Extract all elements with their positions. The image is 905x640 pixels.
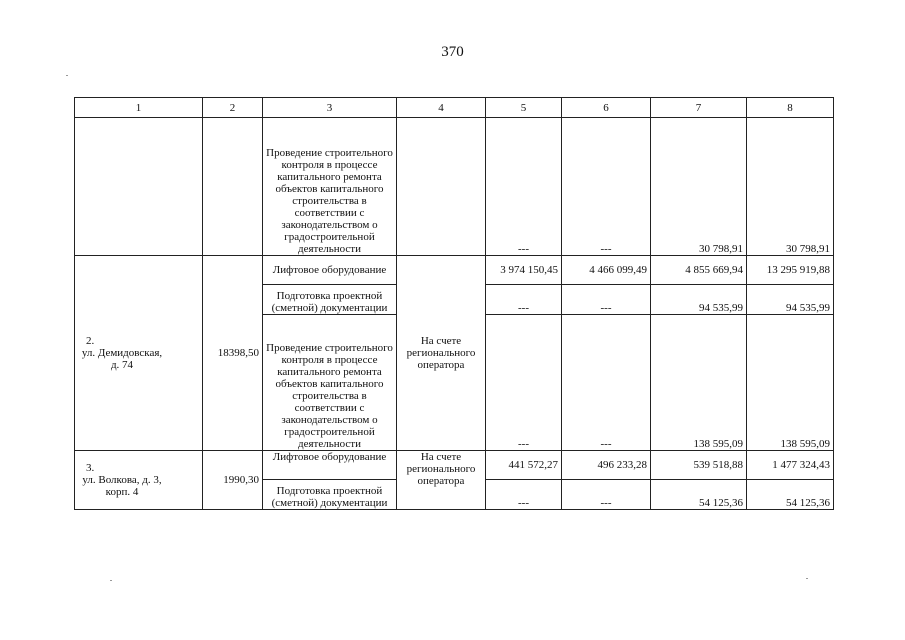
cost-cell: --- [486,118,562,256]
table-row [75,256,834,285]
funding-cell: На счете регионального оператора [397,256,486,451]
cost-cell: 138 595,09 [747,315,834,451]
object-address: ул. Волкова, д. 3, корп. 4 [82,474,162,499]
table-row [75,118,834,256]
work-type-cell: Лифтовое оборудование [263,451,397,480]
scan-speck [110,580,112,581]
cost-cell: --- [562,480,651,510]
column-header: 2 [203,98,263,118]
cost-cell: 496 233,28 [562,451,651,480]
cost-cell: 94 535,99 [747,285,834,315]
area-cell: 18398,50 [203,256,263,451]
column-header: 5 [486,98,562,118]
table-header-row [75,98,834,118]
address-cell [75,451,203,510]
column-header: 1 [75,98,203,118]
area-cell: 1990,30 [203,451,263,510]
cost-cell: --- [562,315,651,451]
cost-cell: --- [486,315,562,451]
cost-cell: 94 535,99 [651,285,747,315]
column-header: 3 [263,98,397,118]
cost-cell: 54 125,36 [651,480,747,510]
funding-cell: На счете регионального оператора [397,451,486,510]
cost-cell: 441 572,27 [486,451,562,480]
cost-cell: 4 855 669,94 [651,256,747,285]
table-row [75,451,834,480]
cost-cell: 4 466 099,49 [562,256,651,285]
cost-cell: --- [562,285,651,315]
work-type-cell: Подготовка проектной (сметной) документации [263,285,397,315]
empty-cell [397,118,486,256]
empty-cell [75,118,203,256]
cost-cell: 30 798,91 [651,118,747,256]
page-number: 370 [441,44,464,60]
column-header: 4 [397,98,486,118]
cost-cell: 3 974 150,45 [486,256,562,285]
work-type-cell: Подготовка проектной (сметной) документации [263,480,397,510]
works-table [74,97,834,510]
object-number: 3. [86,462,95,475]
empty-cell [203,118,263,256]
address-cell [75,256,203,451]
cost-cell: 138 595,09 [651,315,747,451]
scan-speck [806,578,808,579]
cost-cell: 539 518,88 [651,451,747,480]
scan-speck [66,75,68,76]
object-address: ул. Демидовская, д. 74 [81,347,163,372]
work-type-cell: Лифтовое оборудование [263,256,397,285]
cost-cell: --- [562,118,651,256]
cost-cell: 54 125,36 [747,480,834,510]
cost-cell: --- [486,285,562,315]
cost-cell: 13 295 919,88 [747,256,834,285]
work-type-cell: Проведение строительного контроля в процессе капитального ремонта объектов капитального строительства в соответствии с законодательством о градостроительной деятельности [263,315,397,451]
work-type-cell: Проведение строительного контроля в процессе капитального ремонта объектов капитального строительства в соответствии с законодательством о градостроительной деятельности [263,118,397,256]
object-number: 2. [86,335,95,348]
cost-cell: 30 798,91 [747,118,834,256]
column-header: 6 [562,98,651,118]
column-header: 8 [747,98,834,118]
cost-cell: 1 477 324,43 [747,451,834,480]
column-header: 7 [651,98,747,118]
cost-cell: --- [486,480,562,510]
